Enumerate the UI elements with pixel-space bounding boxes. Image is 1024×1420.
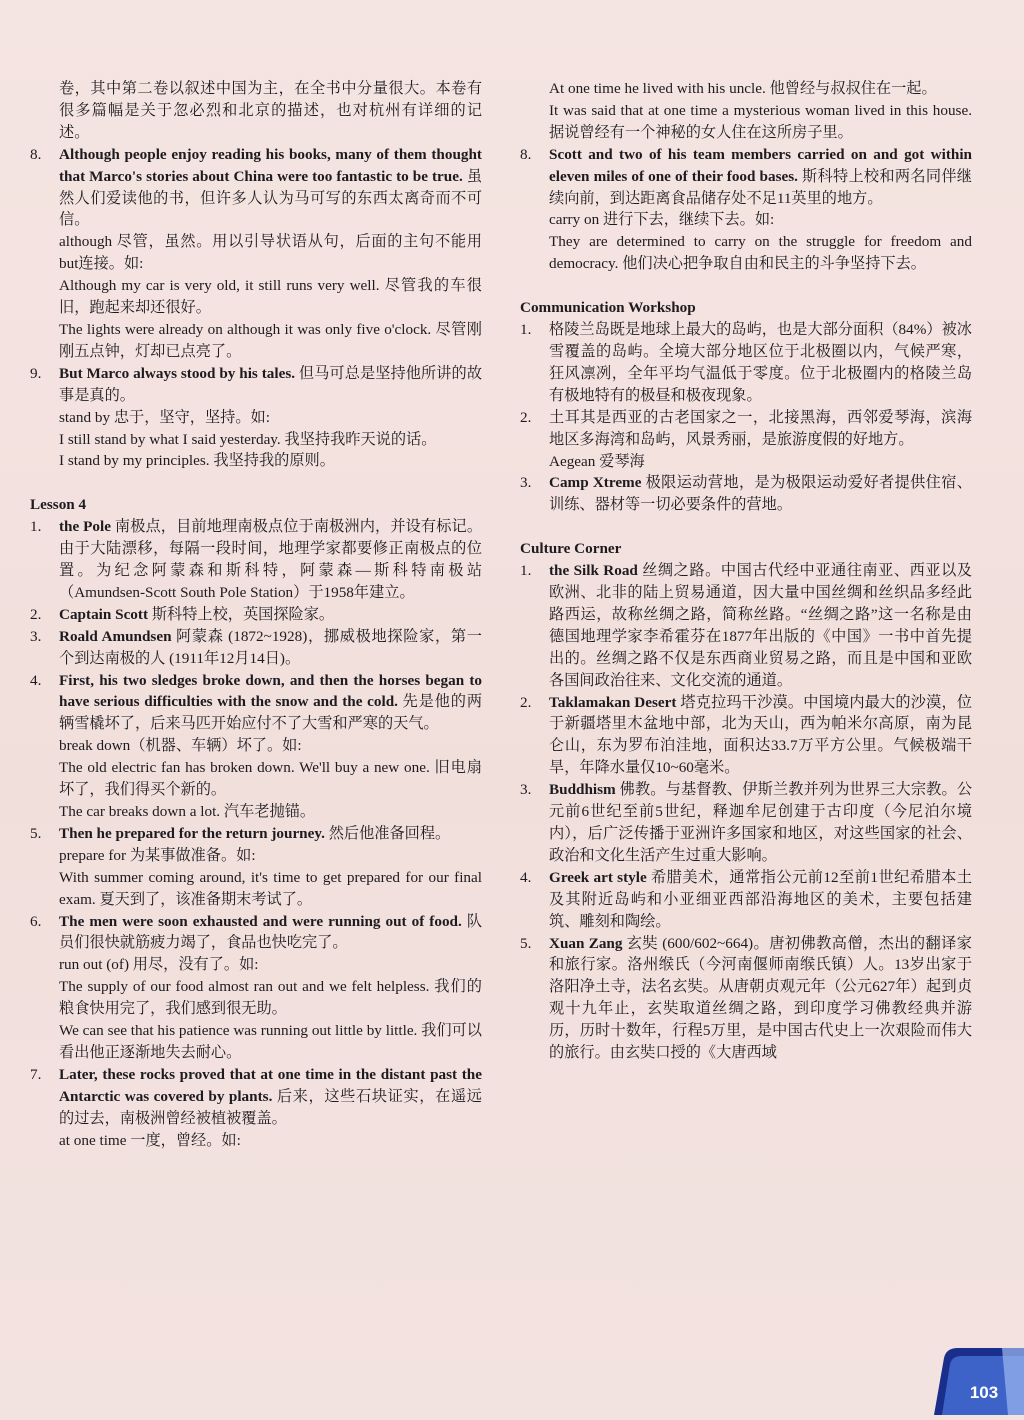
note-explanation: 虽然人们爱读他的书，但许多人认为马可写的东西太离奇而不可信。 (59, 167, 482, 229)
note-explanation: 斯科特上校，英国探险家。 (148, 605, 335, 623)
note-paragraph: I still stand by what I said yesterday. 我坚持我昨天说的话。 (59, 430, 437, 448)
continued-paragraph: 卷，其中第二卷以叙述中国为主，在全书中分量很大。本卷有很多篇幅是关于忽必烈和北京的描述，也对杭州有详细的记述。 (59, 80, 482, 141)
note-paragraph: run out (of) 用尽，没有了。如: (59, 956, 259, 974)
note-explanation: 后来，这些石块证实，在遥远的过去，南极洲曾经被植被覆盖。 (59, 1087, 482, 1127)
note-number: 5. (520, 934, 532, 952)
note-number: 9. (30, 364, 42, 382)
note-body (549, 867, 972, 933)
note-explanation: 玄奘 (600/602~664)。唐初佛教高僧，杰出的翻译家和旅行家。洛州缑氏（今河南偃师南缑氏镇）人。13岁出家于洛阳净土寺，法名玄奘。从唐朝贞观元年（公元627年）起到贞观十九年止，玄奘取道丝绸之路，到印度学习佛教经典并游历，历时十数年，行程5万里，是中国古代史上一次艰险而伟大的旅行。由玄奘口授的《大唐西域 (549, 934, 972, 1062)
note-body (59, 144, 482, 232)
note-paragraph: prepare for 为某事做准备。如: (59, 846, 256, 864)
note-term: Roald Amundsen (59, 627, 172, 645)
note-body (549, 407, 972, 451)
note-body (59, 823, 482, 845)
note-body (59, 911, 482, 955)
note-paragraph: at one time 一度，曾经。如: (59, 1131, 241, 1149)
note-term: the Silk Road (549, 562, 638, 580)
numbered-note (30, 516, 482, 604)
note-term: Later, these rocks proved that at one time in the distant past the Antarctic was covered by plants. (59, 1065, 482, 1105)
note-explanation: 阿蒙森 (1872~1928)，挪威极地探险家，第一个到达南极的人 (1911年12月14日)。 (59, 627, 482, 667)
note-explanation: 先是他的两辆雪橇坏了，后来马匹开始应付不了大雪和严寒的天气。 (59, 693, 483, 733)
note-explanation: 但马可总是坚持他所讲的故事是真的。 (59, 364, 483, 404)
numbered-note (30, 670, 482, 736)
note-paragraph: With summer coming around, it's time to get prepared for our final exam. 夏天到了，该准备期末考试了。 (59, 868, 482, 908)
note-term: Camp Xtreme (549, 474, 642, 492)
section-gap (520, 275, 972, 297)
note-term: The men were soon exhausted and were running out of food. (59, 912, 462, 930)
note-body (549, 692, 972, 780)
page-number-badge (912, 1340, 1024, 1415)
note-term: Buddhism (549, 781, 616, 799)
note-number: 1. (30, 518, 42, 536)
note-body (549, 779, 972, 867)
note-term: Xuan Zang (549, 934, 623, 952)
note-number: 2. (520, 693, 532, 711)
section-gap (520, 516, 972, 538)
right-column (520, 78, 972, 1064)
note-explanation: 希腊美术，通常指公元前12至前1世纪希腊本土及其附近岛屿和小亚细亚西部沿海地区的美术，主要包括建筑、雕刻和陶绘。 (549, 868, 972, 930)
numbered-note (30, 363, 482, 407)
section-heading: Lesson 4 (30, 496, 87, 514)
note-paragraph: The old electric fan has broken down. We'll buy a new one. 旧电扇坏了，我们得买个新的。 (59, 759, 482, 799)
note-body (549, 933, 972, 1064)
note-paragraph: break down（机器、车辆）坏了。如: (59, 737, 302, 755)
note-number: 4. (520, 868, 532, 886)
note-paragraph: The car breaks down a lot. 汽车老抛锚。 (59, 803, 316, 820)
note-body (549, 560, 972, 691)
note-body (59, 363, 482, 407)
note-explanation: 然后他准备回程。 (324, 824, 451, 842)
note-term: Although people enjoy reading his books, many of them thought that Marco's stories about China were too fantastic to be true. (59, 145, 482, 185)
note-explanation: 土耳其是西亚的古老国家之一，北接黑海，西邻爱琴海，滨海地区多海湾和岛屿，风景秀丽，是旅游度假的好地方。 (549, 408, 972, 448)
section-gap (30, 472, 482, 494)
note-paragraph: carry on 进行下去，继续下去。如: (549, 211, 775, 229)
note-number: 4. (30, 671, 42, 689)
note-explanation: 佛教。与基督教、伊斯兰教并列为世界三大宗教。公元前6世纪至前5世纪，释迦牟尼创建于古印度（今尼泊尔境内），后广泛传播于亚洲许多国家和地区，对这些国家的社会、政治和文化生活产生过重大影响。 (549, 781, 972, 864)
note-number: 3. (30, 627, 42, 645)
page-tab-shape (912, 1340, 1024, 1415)
numbered-note (30, 604, 482, 626)
note-paragraph: Although my car is very old, it still runs very well. 尽管我的车很旧，跑起来却还很好。 (59, 277, 482, 317)
note-term: Taklamakan Desert (549, 693, 677, 711)
note-body (59, 604, 482, 626)
section-heading: Communication Workshop (520, 299, 696, 317)
numbered-note (520, 407, 972, 451)
note-body (59, 626, 482, 670)
numbered-note (30, 1064, 482, 1130)
note-paragraph: They are determined to carry on the struggle for freedom and democracy. 他们决心把争取自由和民主的斗争坚持下去。 (549, 233, 972, 273)
note-term: But Marco always stood by his tales. (59, 364, 296, 382)
note-explanation: 丝绸之路。中国古代经中亚通往南亚、西亚以及欧洲、北非的陆上贸易通道，因大量中国丝绸和丝织品多经此路西运，故称丝绸之路，简称丝路。“丝绸之路”这一名称是由德国地理学家李希霍芬在1877年出版的《中国》一书中首先提出的。丝绸之路不仅是东西商业贸易之路，而且是中国和亚欧各国间政治往来、文化交流的通道。 (549, 562, 972, 689)
numbered-note (520, 692, 972, 780)
numbered-note (30, 911, 482, 955)
note-paragraph: The supply of our food almost ran out and we felt helpless. 我们的粮食快用完了，我们感到很无助。 (59, 978, 482, 1018)
note-number: 3. (520, 781, 532, 799)
note-number: 7. (30, 1065, 42, 1083)
note-body (59, 670, 482, 736)
note-number: 8. (520, 145, 532, 163)
note-paragraph: At one time he lived with his uncle. 他曾经与叔叔住在一起。 (549, 80, 937, 97)
note-explanation: 格陵兰岛既是地球上最大的岛屿，也是大部分面积（84%）被冰雪覆盖的岛屿。全境大部分地区位于北极圈以内，气候严寒，狂风凛冽，全年平均气温低于零度。位于北极圈内的格陵兰岛有极地特有的极昼和极夜现象。 (549, 321, 972, 404)
note-term: the Pole (59, 518, 111, 536)
numbered-note (30, 626, 482, 670)
note-body (549, 472, 972, 516)
numbered-note (30, 823, 482, 845)
note-term: Greek art style (549, 868, 647, 886)
note-paragraph: Aegean 爱琴海 (549, 452, 645, 470)
note-number: 1. (520, 562, 532, 580)
note-term: Captain Scott (59, 605, 149, 623)
numbered-note (30, 144, 482, 232)
note-number: 5. (30, 824, 42, 842)
note-paragraph: We can see that his patience was running out little by little. 我们可以看出他正逐渐地失去耐心。 (59, 1022, 482, 1061)
numbered-note (520, 144, 972, 210)
section-heading: Culture Corner (520, 540, 622, 558)
note-paragraph: although 尽管，虽然。用以引导状语从句，后面的主句不能用but连接。如: (59, 233, 482, 273)
note-body (549, 319, 972, 407)
note-body (59, 516, 482, 604)
note-body (549, 144, 972, 210)
numbered-note (520, 933, 972, 1064)
note-number: 2. (30, 605, 42, 623)
note-paragraph: I stand by my principles. 我坚持我的原则。 (59, 452, 335, 470)
note-explanation: 队员们很快就筋疲力竭了，食品也快吃完了。 (59, 912, 483, 952)
numbered-note (520, 779, 972, 867)
note-explanation: 斯科特上校和两名同伴继续向前，到达距离食品储存处不足11英里的地方。 (549, 167, 972, 207)
note-number: 6. (30, 912, 42, 930)
note-number: 8. (30, 145, 42, 163)
note-term: First, his two sledges broke down, and then the horses began to have serious difficulties with the snow and the cold. (59, 671, 482, 711)
page-number: 103 (969, 1383, 999, 1402)
note-paragraph: It was said that at one time a mysterious woman lived in this house. 据说曾经有一个神秘的女人住在这所房子里。 (549, 101, 972, 141)
note-explanation: 塔克拉玛干沙漠。中国境内最大的沙漠，位于新疆塔里木盆地中部，北为天山，西为帕米尔高原，南为昆仑山，东为罗布泊洼地，面积达33.7万平方公里。气候极端干旱，年降水量仅10~60毫米。 (549, 693, 973, 777)
note-paragraph: The lights were already on although it was only five o'clock. 尽管刚刚五点钟，灯却已点亮了。 (59, 320, 482, 360)
note-term: Scott and two of his team members carried on and got within eleven miles of one of their food bases. (549, 145, 972, 185)
note-number: 2. (520, 408, 532, 426)
note-paragraph: stand by 忠于，坚守，坚持。如: (59, 408, 270, 426)
note-term: Then he prepared for the return journey. (59, 824, 325, 842)
numbered-note (520, 560, 972, 691)
note-explanation: 极限运动营地，是为极限运动爱好者提供住宿、训练、器材等一切必要条件的营地。 (549, 474, 972, 514)
note-number: 1. (520, 321, 532, 339)
numbered-note (520, 867, 972, 933)
numbered-note (520, 472, 972, 516)
numbered-note (520, 319, 972, 407)
left-column (30, 78, 482, 1152)
note-number: 3. (520, 474, 532, 492)
note-explanation: 南极点，目前地理南极点位于南极洲内，并设有标记。由于大陆漂移，每隔一段时间，地理学家都要修正南极点的位置。为纪念阿蒙森和斯科特，阿蒙森—斯科特南极站（Amundsen-Scott South Pole Station）于1958年建立。 (59, 518, 483, 601)
note-body (59, 1064, 482, 1130)
